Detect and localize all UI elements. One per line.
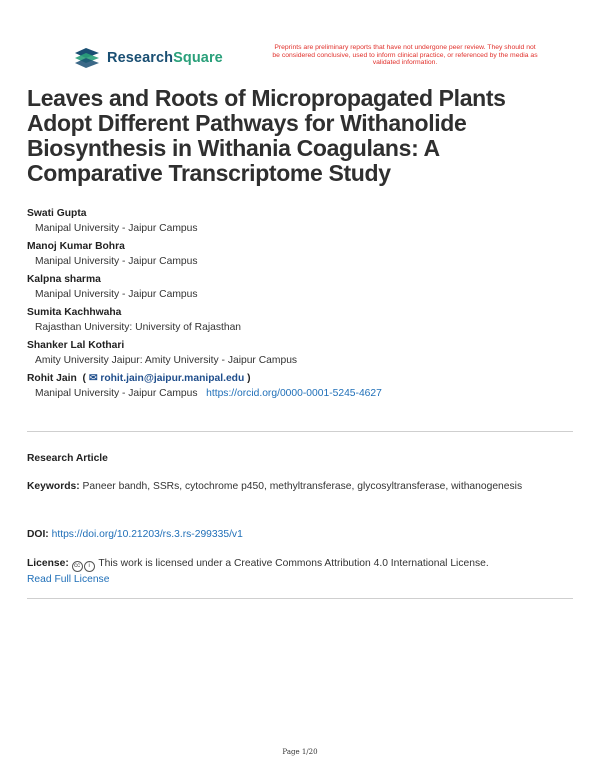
author-name: Rohit Jain [27,373,77,384]
brand-name-part2: Square [173,50,223,66]
paren-open: ( [82,373,86,384]
research-square-logo[interactable] [73,47,223,69]
email-icon: ✉ [88,373,98,384]
author-affiliation: Manipal University - Jaipur Campus [35,223,198,234]
orcid-link[interactable]: https://orcid.org/0000-0001-5245-4627 [206,388,382,399]
article-type: Research Article [27,453,108,464]
divider [27,431,573,432]
divider [27,598,573,599]
author-name: Sumita Kachhwaha [27,307,122,318]
author-name: Kalpna sharma [27,274,101,285]
keywords-label: Keywords: [27,481,80,492]
author-entry [27,305,577,336]
brand-name-part1: Research [107,50,174,66]
author-list [27,206,577,404]
author-affiliation-line [27,386,577,402]
license-label: License: [27,558,69,569]
author-name: Swati Gupta [27,208,87,219]
doi-link[interactable]: https://doi.org/10.21203/rs.3.rs-299335/v1 [51,529,243,540]
corresponding-author [27,371,577,402]
author-affiliation: Rajasthan University: University of Rajasthan [35,322,242,333]
author-name: Manoj Kumar Bohra [27,241,125,252]
paren-close: ) [247,373,251,384]
author-affiliation: Manipal University - Jaipur Campus [35,256,198,267]
brand-name [107,50,223,66]
author-entry [27,206,577,237]
read-full-license-link[interactable]: Read Full License [27,574,110,585]
page-number: Page 1/20 [282,748,318,756]
license-section [27,556,573,587]
attribution-icon: i [84,561,95,572]
author-entry [27,272,577,303]
research-square-logo-icon [73,47,101,69]
paper-title: Leaves and Roots of Micropropagated Plants Adopt Different Pathways for Withanolide Biosynthesis in Withania Coagulans: A Comparative Transcriptome Study [27,85,506,186]
article-type-section [27,451,573,466]
license-text: This work is licensed under a Creative Commons Attribution 4.0 International License. [98,558,489,569]
author-affiliation: Amity University Jaipur: Amity University - Jaipur Campus [35,355,298,366]
doi-section [27,527,573,542]
corresponding-author-line [27,371,577,386]
author-entry [27,239,577,270]
keywords-value: Paneer bandh, SSRs, cytochrome p450, methyltransferase, glycosyltransferase, withanogenesis [82,481,523,492]
author-affiliation: Manipal University - Jaipur Campus [35,388,198,399]
preprint-notice: Preprints are preliminary reports that have not undergone peer review. They should not be considered conclusive, used to inform clinical practice, or referenced by the media as validated information. [272,44,538,66]
author-entry [27,338,577,369]
author-name: Shanker Lal Kothari [27,340,125,351]
email-link[interactable]: rohit.jain@jaipur.manipal.edu [100,373,245,384]
keywords-section [27,479,573,494]
creative-commons-icon: cc [72,561,83,572]
doi-label: DOI: [27,529,49,540]
author-affiliation: Manipal University - Jaipur Campus [35,289,198,300]
